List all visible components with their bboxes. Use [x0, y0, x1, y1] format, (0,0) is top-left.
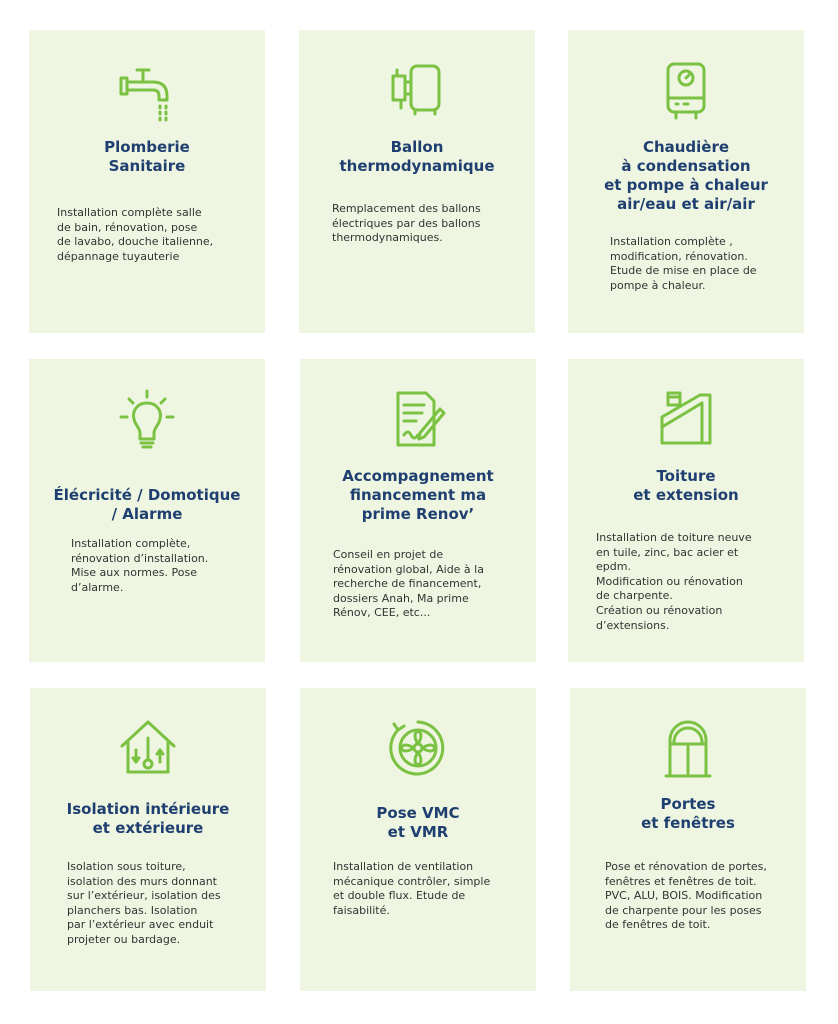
service-card-portes: [570, 688, 806, 991]
card-description: Installation de ventilation mécanique contrôler, simple et double flux. Etude de faisabilité.: [333, 860, 491, 917]
card-title: Accompagnement financement ma prime Renov’: [342, 467, 494, 523]
service-card-plomberie: [29, 30, 265, 333]
fan-icon: [386, 716, 450, 780]
card-title: Chaudière à condensation et pompe à chaleur air/eau et air/air: [604, 138, 768, 213]
service-card-electricite: [29, 359, 265, 662]
card-title: Portes et fenêtres: [641, 795, 735, 832]
roof-icon: [654, 387, 718, 451]
card-description: Installation complète, rénovation d’installation. Mise aux normes. Pose d’alarme.: [71, 537, 209, 594]
card-description: Remplacement des ballons électriques par des ballons thermodynamiques.: [332, 202, 481, 245]
card-title: Ballon thermodynamique: [339, 138, 495, 175]
faucet-icon: [115, 58, 179, 122]
boiler-icon: [654, 58, 718, 122]
card-title: Toiture et extension: [633, 467, 739, 504]
card-title: Pose VMC et VMR: [376, 804, 460, 841]
document-signature-icon: [386, 387, 450, 451]
card-description: Installation complète , modification, rénovation. Etude de mise en place de pompe à chaleur.: [610, 235, 757, 292]
card-description: Pose et rénovation de portes, fenêtres et fenêtres de toit. PVC, ALU, BOIS. Modification de charpente pour les poses de fenêtres de toit.: [605, 860, 767, 932]
card-title: Plomberie Sanitaire: [104, 138, 190, 175]
lightbulb-icon: [115, 387, 179, 451]
card-description: Installation complète salle de bain, rénovation, pose de lavabo, douche italienne, dépannage tuyauterie: [57, 206, 214, 263]
card-title: Élécricité / Domotique / Alarme: [53, 486, 241, 523]
card-title: Isolation intérieure et extérieure: [66, 800, 230, 837]
service-card-isolation: [30, 688, 266, 991]
service-card-accompagnement: [300, 359, 536, 662]
house-thermometer-icon: [116, 716, 180, 780]
service-card-toiture: [568, 359, 804, 662]
card-description: Conseil en projet de rénovation global, Aide à la recherche de financement, dossiers Anah, Ma prime Rénov, CEE, etc...: [333, 548, 484, 620]
service-card-ballon: [299, 30, 535, 333]
water-heater-icon: [385, 58, 449, 122]
window-icon: [656, 716, 720, 780]
card-description: Installation de toiture neuve en tuile, zinc, bac acier et epdm. Modification ou rénovation de charpente. Création ou rénovation d’extensions.: [596, 531, 752, 632]
service-card-chaudiere: [568, 30, 804, 333]
service-card-vmc: [300, 688, 536, 991]
card-description: Isolation sous toiture, isolation des murs donnant sur l’extérieur, isolation des planchers bas. Isolation par l’extérieur avec enduit projeter ou bardage.: [67, 860, 221, 946]
